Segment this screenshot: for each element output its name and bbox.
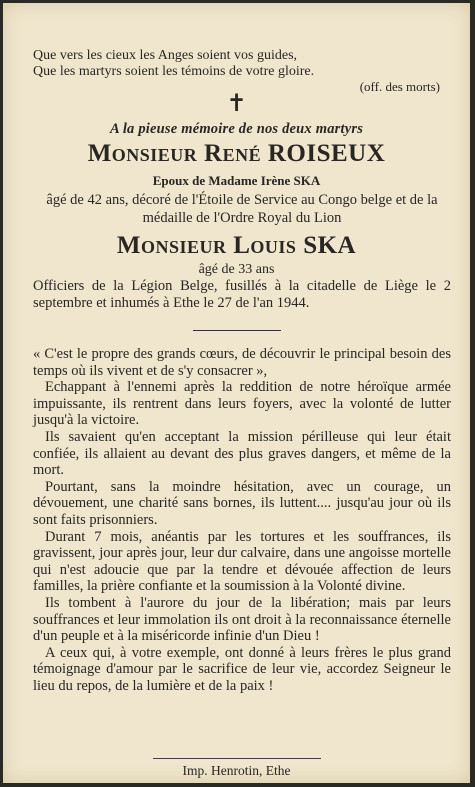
paragraph: Durant 7 mois, anéantis par les tortures et les souffrances, ils gravissent, jour après jour, leur dur calvaire, dans une angoisse mortelle qui n'est adoucie que par la tendre et dévouée affection de leurs familles, la prière confiante et la soumission à la Volonté divine. — [33, 528, 451, 595]
paragraph: Pourtant, sans la moindre hésitation, avec un courage, un dévouement, une charité sans bornes, ils luttent.... jusqu'au jour où ils sont faits prisonniers. — [33, 478, 451, 528]
person2-name: Monsieur Louis SKA — [116, 232, 357, 259]
person1-spouse: Epoux de Madame Irène SKA — [152, 173, 321, 188]
paragraph: « C'est le propre des grands cœurs, de découvrir le principal besoin des temps où ils vivent et de s'y consacrer », — [33, 346, 451, 379]
divider — [193, 330, 281, 331]
officers-text: Officiers de la Légion Belge, fusillés à la citadelle de Liège le 2 septembre et inhumés à Ethe le 27 de l'an 1944. — [33, 278, 451, 311]
person2-age: âgé de 33 ans — [198, 262, 275, 277]
paragraph: A ceux qui, à votre exemple, ont donné à leurs frères le plus grand témoignage d'amour par le sacrifice de leur vie, accordez Seigneur le lieu du repos, de la lumière et de la paix ! — [33, 644, 451, 694]
paragraph: Ils tombent à l'aurore du jour de la libération; mais par leurs souffrances et leur immolation ils ont droit à la reconnaissance éternelle d'un peuple et à la miséricorde infinie d'un Dieu ! — [33, 594, 451, 645]
bottom-divider — [153, 758, 321, 759]
printer-credit: Imp. Henrotin, Ethe — [182, 763, 291, 778]
person1-details: âgé de 42 ans, décoré de l'Étoile de Service au Congo belge et de la médaille de l'Ordre Royal du Lion — [46, 192, 438, 226]
dedication-heading: A la pieuse mémoire de nos deux martyrs — [109, 121, 364, 137]
epigraph-source: (off. des morts) — [359, 79, 440, 94]
memorial-card — [3, 3, 470, 783]
cross-icon: ✝ — [226, 91, 247, 117]
memorial-body — [33, 346, 451, 694]
paragraph: Echappant à l'ennemi après la reddition de notre héroïque armée impuissante, ils rentrent dans leurs foyers, avec la volonté de lutter jusqu'à la victoire. — [33, 379, 451, 429]
paragraph: Ils savaient qu'en acceptant la mission périlleuse qui leur était confiée, ils allaient au devant des plus graves dangers, et même de la mort. — [33, 428, 451, 479]
person1-name: Monsieur René ROISEUX — [87, 140, 386, 167]
epigraph-line-1: Que vers les cieux les Anges soient vos guides, — [33, 48, 298, 63]
epigraph-line-2: Que les martyrs soient les témoins de votre gloire. — [33, 64, 315, 79]
